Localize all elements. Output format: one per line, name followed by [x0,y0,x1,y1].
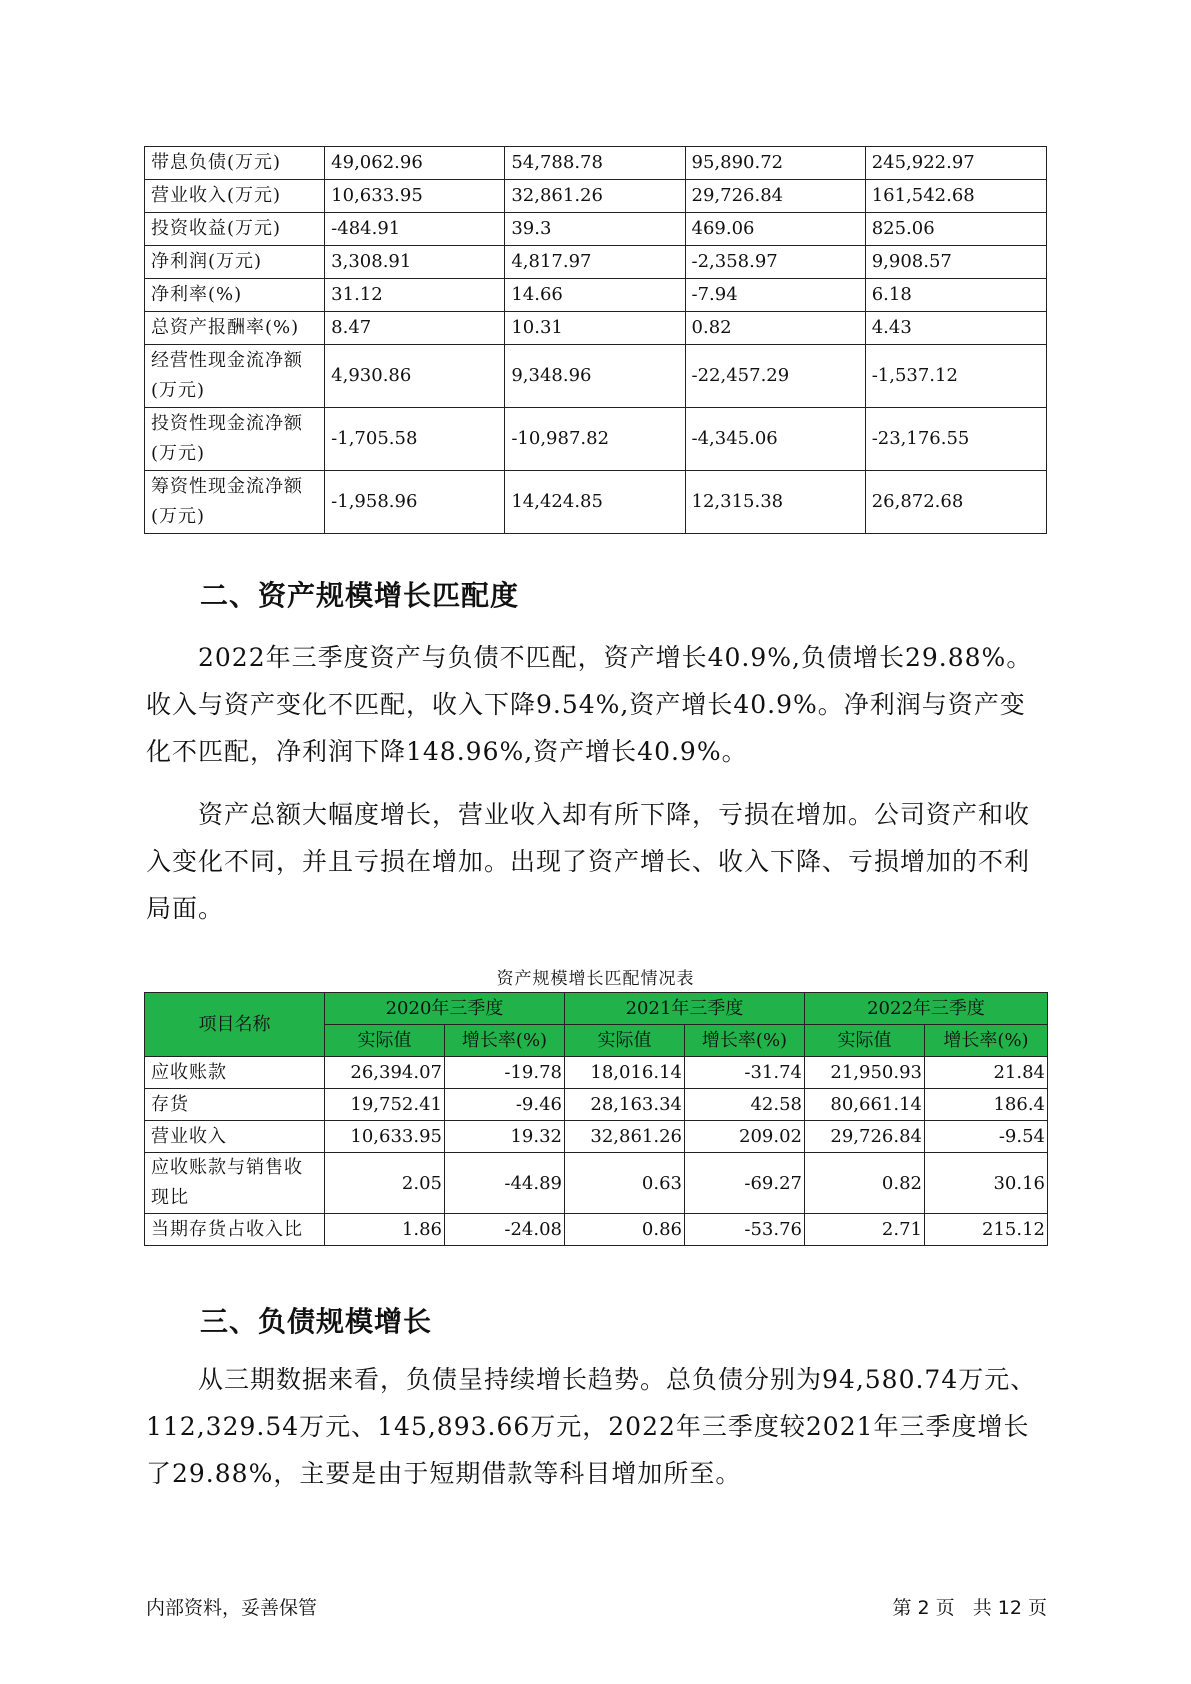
column-header: 实际值 [565,1025,685,1057]
table-cell: 32,861.26 [565,1121,685,1153]
table-cell: 10,633.95 [325,180,505,213]
table-cell: -9.46 [445,1089,565,1121]
table-cell: -1,958.96 [325,471,505,534]
table-cell: -53.76 [685,1214,805,1246]
row-label: 净利润(万元) [145,246,325,279]
table-cell: 3,308.91 [325,246,505,279]
row-label: 营业收入 [145,1121,325,1153]
paragraph: 2022年三季度资产与负债不匹配，资产增长40.9%,负债增长29.88%。收入与资产变化不匹配，收入下降9.54%,资产增长40.9%。净利润与资产变化不匹配，净利润下降148.96%,资产增长40.9%。 [146,643,1033,766]
row-label: 投资性现金流净额(万元) [145,408,325,471]
table-cell: 54,788.78 [505,147,685,180]
table-cell: 2.71 [805,1214,925,1246]
table-row [145,312,1047,345]
row-label: 营业收入(万元) [145,180,325,213]
column-header: 增长率(%) [925,1025,1048,1057]
table-row [145,1153,1048,1214]
table-cell: 39.3 [505,213,685,246]
table-cell: 209.02 [685,1121,805,1153]
period-header: 2022年三季度 [805,993,1048,1025]
table-cell: 26,872.68 [865,471,1046,534]
table-cell: 469.06 [685,213,865,246]
row-label: 带息负债(万元) [145,147,325,180]
row-label: 净利率(%) [145,279,325,312]
table-cell: 0.82 [805,1153,925,1214]
table-header-row [145,993,1048,1025]
table-cell: -2,358.97 [685,246,865,279]
table-row [145,408,1047,471]
table-cell: 6.18 [865,279,1046,312]
table-cell: 161,542.68 [865,180,1046,213]
table-cell: -44.89 [445,1153,565,1214]
table-row [145,180,1047,213]
table-cell: 1.86 [325,1214,445,1246]
table-row [145,279,1047,312]
table-cell: 9,908.57 [865,246,1046,279]
table-cell: 825.06 [865,213,1046,246]
table-cell: 2.05 [325,1153,445,1214]
table-cell: 245,922.97 [865,147,1046,180]
row-label: 筹资性现金流净额(万元) [145,471,325,534]
table-cell: 9,348.96 [505,345,685,408]
row-label: 当期存货占收入比 [145,1214,325,1246]
footer-note: 内部资料，妥善保管 [146,1597,318,1619]
table-cell: -1,537.12 [865,345,1046,408]
table-cell: 14,424.85 [505,471,685,534]
table-cell: -31.74 [685,1057,805,1089]
table-row [145,147,1047,180]
row-label: 总资产报酬率(%) [145,312,325,345]
table-row [145,246,1047,279]
table-cell: 21,950.93 [805,1057,925,1089]
table-cell: 8.47 [325,312,505,345]
table-cell: -10,987.82 [505,408,685,471]
paragraph: 从三期数据来看，负债呈持续增长趋势。总负债分别为94,580.74万元、112,329.54万元、145,893.66万元，2022年三季度较2021年三季度增长了29.88%，主要是由于短期借款等科目增加所至。 [146,1365,1037,1488]
table-cell: 80,661.14 [805,1089,925,1121]
table-row [145,1057,1048,1089]
table-cell: -69.27 [685,1153,805,1214]
table-cell: 32,861.26 [505,180,685,213]
column-header: 实际值 [325,1025,445,1057]
table-cell: 0.63 [565,1153,685,1214]
table-cell: -19.78 [445,1057,565,1089]
table-cell: 10,633.95 [325,1121,445,1153]
financial-indicators-table [144,146,1047,534]
row-label: 经营性现金流净额(万元) [145,345,325,408]
column-header: 实际值 [805,1025,925,1057]
table-cell: 4.43 [865,312,1046,345]
table-caption: 资产规模增长匹配情况表 [496,969,695,989]
table-cell: 21.84 [925,1057,1048,1089]
table-cell: -22,457.29 [685,345,865,408]
table-cell: 95,890.72 [685,147,865,180]
table-row [145,213,1047,246]
table-row [145,345,1047,408]
table-cell: -1,705.58 [325,408,505,471]
table-cell: 10.31 [505,312,685,345]
table-row [145,1121,1048,1153]
table-cell: 29,726.84 [805,1121,925,1153]
table-cell: 49,062.96 [325,147,505,180]
table-cell: 30.16 [925,1153,1048,1214]
table-cell: -7.94 [685,279,865,312]
table-cell: 4,930.86 [325,345,505,408]
table-row [145,1214,1048,1246]
table-cell: 14.66 [505,279,685,312]
table-row [145,1089,1048,1121]
table-cell: 28,163.34 [565,1089,685,1121]
table-cell: 26,394.07 [325,1057,445,1089]
table-cell: 29,726.84 [685,180,865,213]
table-cell: 215.12 [925,1214,1048,1246]
table-cell: 42.58 [685,1089,805,1121]
table-cell: 31.12 [325,279,505,312]
table-row [145,471,1047,534]
table-cell: 186.4 [925,1089,1048,1121]
table-cell: -4,345.06 [685,408,865,471]
table-cell: 0.86 [565,1214,685,1246]
table-cell: 18,016.14 [565,1057,685,1089]
period-header: 2020年三季度 [325,993,565,1025]
table-cell: 19.32 [445,1121,565,1153]
row-label: 应收账款 [145,1057,325,1089]
row-label: 应收账款与销售收现比 [145,1153,325,1214]
table-cell: -484.91 [325,213,505,246]
period-header: 2021年三季度 [565,993,805,1025]
column-header: 项目名称 [145,993,325,1057]
row-label: 投资收益(万元) [145,213,325,246]
column-header: 增长率(%) [685,1025,805,1057]
section-heading: 二、资产规模增长匹配度 [200,579,520,612]
asset-growth-match-table [144,992,1048,1246]
section-heading: 三、负债规模增长 [200,1305,433,1338]
table-cell: -24.08 [445,1214,565,1246]
table-cell: -9.54 [925,1121,1048,1153]
table-cell: 4,817.97 [505,246,685,279]
page-number: 第 2 页 共 12 页 [892,1597,1047,1619]
paragraph: 资产总额大幅度增长，营业收入却有所下降，亏损在增加。公司资产和收入变化不同，并且亏损在增加。出现了资产增长、收入下降、亏损增加的不利局面。 [146,800,1031,923]
row-label: 存货 [145,1089,325,1121]
table-cell: 12,315.38 [685,471,865,534]
table-cell: -23,176.55 [865,408,1046,471]
table-cell: 19,752.41 [325,1089,445,1121]
table-cell: 0.82 [685,312,865,345]
column-header: 增长率(%) [445,1025,565,1057]
